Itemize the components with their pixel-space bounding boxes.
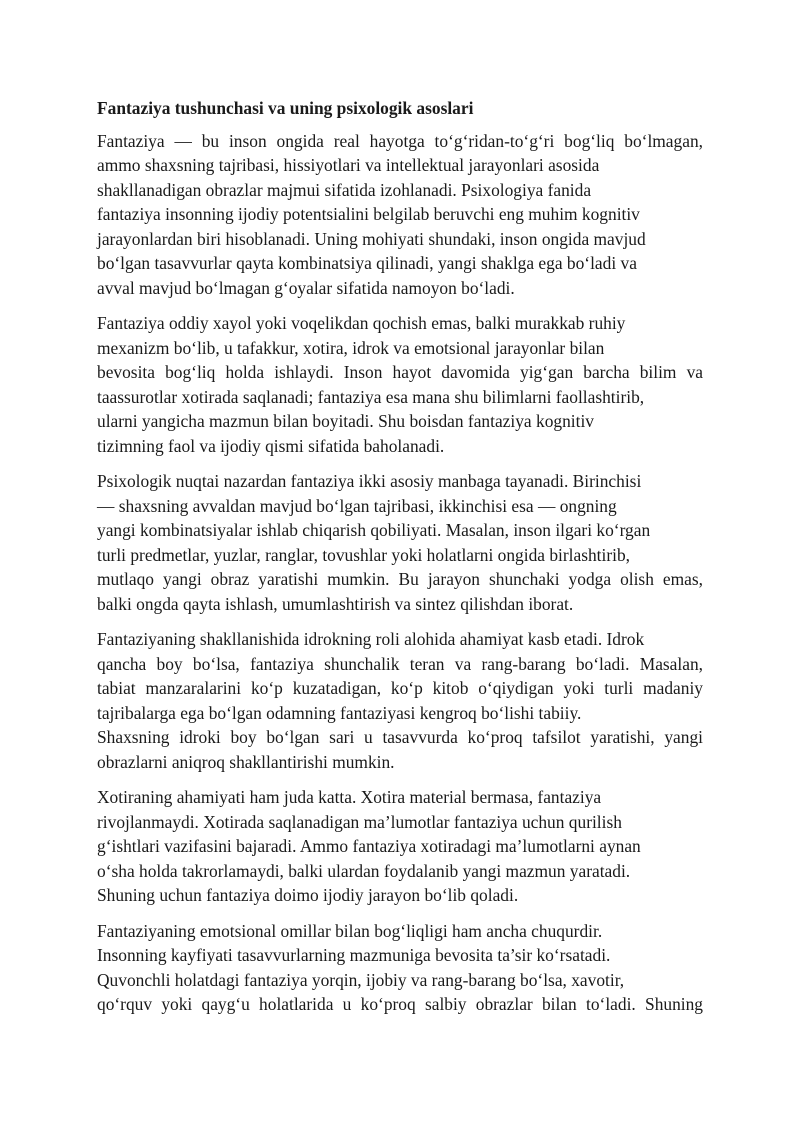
text-line: Fantaziya — bu inson ongida real hayotga to‘g‘ridan-to‘g‘ri bog‘liq bo‘lmagan, — [97, 130, 703, 151]
text-line: qo‘rquv yoki qayg‘u holatlarida u ko‘proq salbiy obrazlar bilan to‘ladi. Shuning — [97, 994, 703, 1014]
text-line: tizimning faol va ijodiy qismi sifatida baholanadi. — [97, 435, 445, 456]
text-line: g‘ishtlari vazifasini bajaradi. Ammo fantaziya xotiradagi ma’lumotlarni aynan — [97, 836, 641, 856]
text-line: fantaziya insonning ijodiy potentsialini belgilab beruvchi eng muhim kognitiv — [97, 204, 640, 224]
paragraph — [97, 627, 703, 774]
text-line: balki ongda qayta ishlash, umumlashtirish va sintez qilishdan iborat. — [97, 593, 574, 614]
text-line: mutlaqo yangi obraz yaratishi mumkin. Bu jarayon shunchaki yodga olish emas, — [97, 569, 703, 589]
paragraph — [97, 785, 703, 908]
text-line: jarayonlardan biri hisoblanadi. Uning mohiyati shundaki, inson ongida mavjud — [97, 228, 646, 249]
text-line: tabiat manzaralarini ko‘p kuzatadigan, ko‘p kitob o‘qiydigan yoki turli madaniy — [97, 678, 703, 698]
text-line: Shaxsning idroki boy bo‘lgan sari u tasavvurda ko‘proq tafsilot yaratishi, yangi — [97, 727, 703, 747]
text-line: shakllanadigan obrazlar majmui sifatida izohlanadi. Psixologiya fanida — [97, 179, 592, 200]
text-line: Insonning kayfiyati tasavvurlarning mazmuniga bevosita ta’sir ko‘rsatadi. — [97, 945, 611, 965]
text-line: Quvonchli holatdagi fantaziya yorqin, ijobiy va rang-barang bo‘lsa, xavotir, — [97, 969, 625, 990]
text-line: o‘sha holda takrorlamaydi, balki ulardan foydalanib yangi mazmun yaratadi. — [97, 860, 631, 881]
text-line: taassurotlar xotirada saqlanadi; fantaziya esa mana shu bilimlarni faollashtirib, — [97, 386, 645, 407]
text-line: bevosita bog‘liq holda ishlaydi. Inson hayot davomida yig‘gan barcha bilim va — [97, 362, 703, 382]
text-line: Psixologik nuqtai nazardan fantaziya ikki asosiy manbaga tayanadi. Birinchisi — [97, 471, 642, 491]
paragraph — [97, 129, 703, 301]
text-line: Fantaziyaning shakllanishida idrokning roli alohida ahamiyat kasb etadi. Idrok — [97, 629, 645, 649]
text-line: qancha boy bo‘lsa, fantaziya shunchalik teran va rang-barang bo‘ladi. Masalan, — [97, 653, 703, 674]
text-line: Xotiraning ahamiyati ham juda katta. Xotira material bermasa, fantaziya — [97, 787, 602, 807]
text-line: yangi kombinatsiyalar ishlab chiqarish qobiliyati. Masalan, inson ilgari ko‘rgan — [97, 520, 651, 540]
text-line: obrazlarni aniqroq shakllantirishi mumkin. — [97, 751, 395, 772]
text-line: — shaxsning avvaldan mavjud bo‘lgan tajribasi, ikkinchisi esa — ongning — [97, 495, 617, 516]
text-line: ammo shaxsning tajribasi, hissiyotlari va intellektual jarayonlari asosida — [97, 155, 600, 175]
document-body — [97, 129, 703, 1017]
document-page — [97, 96, 703, 1028]
paragraph — [97, 919, 703, 1017]
paragraph — [97, 311, 703, 458]
text-line: turli predmetlar, yuzlar, ranglar, tovushlar yoki holatlarni ongida birlashtirib, — [97, 544, 631, 565]
text-line: Fantaziyaning emotsional omillar bilan bog‘liqligi ham ancha chuqurdir. — [97, 920, 603, 941]
text-line: ularni yangicha mazmun bilan boyitadi. Shu boisdan fantaziya kognitiv — [97, 411, 594, 431]
text-line: Shuning uchun fantaziya doimo ijodiy jarayon bo‘lib qoladi. — [97, 885, 519, 905]
text-line: tajribalarga ega bo‘lgan odamning fantaziyasi kengroq bo‘lishi tabiiy. — [97, 702, 582, 723]
text-line: avval mavjud bo‘lmagan g‘oyalar sifatida namoyon bo‘ladi. — [97, 277, 515, 298]
text-line: bo‘lgan tasavvurlar qayta kombinatsiya qilinadi, yangi shaklga ega bo‘ladi va — [97, 253, 637, 273]
text-line: rivojlanmaydi. Xotirada saqlanadigan ma’lumotlar fantaziya uchun qurilish — [97, 811, 622, 832]
document-title: Fantaziya tushunchasi va uning psixologik asoslari — [97, 98, 474, 118]
paragraph — [97, 469, 703, 616]
text-line: Fantaziya oddiy xayol yoki voqelikdan qochish emas, balki murakkab ruhiy — [97, 313, 626, 333]
text-line: mexanizm bo‘lib, u tafakkur, xotira, idrok va emotsional jarayonlar bilan — [97, 337, 605, 358]
